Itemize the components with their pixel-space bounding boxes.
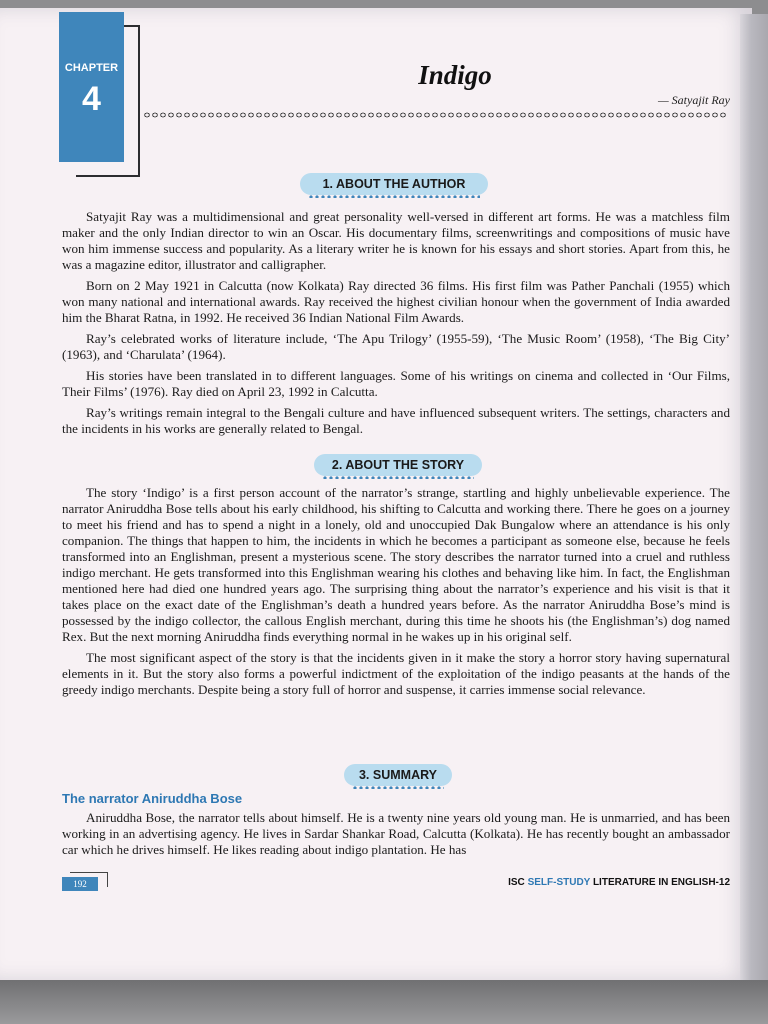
decorative-chain-divider <box>143 110 728 120</box>
story-author: — Satyajit Ray <box>658 93 730 107</box>
paragraph: The story ‘Indigo’ is a first person account of the narrator’s strange, startling and highly unbelievable experience. The narrator Aniruddha Bose tells about his early childhood, his shifting to Calcutta and working there. There he goes on a journey to meet his friend and has to spend a night in a lonely, old and unoccupied Dak Bungalow where an attendance is his only companion. The things that happen to him, the incidents in which he becomes a participant as someone else, because he feels transformed into an Englishman, present a mysterious scene. The story describes the narrator turned into a cruel and ruthless indigo merchant. He gets transformed into this Englishman wearing his clothes and behaving like him. In fact, the Englishman mentioned here had died one hundred years ago. The surprising thing about the narrator’s experience and his visit is that it takes place on the exact date of the Englishman’s death a hundred years before. As the narrator Aniruddha Bose’s mind is possessed by the indigo collector, the callous English merchant, during this time he shoots his (the Englishman’s) dog named Rex. But the next morning Aniruddha finds everything normal in he wakes up in his original self. <box>62 485 730 644</box>
story-title: Indigo <box>418 60 492 90</box>
page-edge <box>740 14 768 982</box>
paragraph: Ray’s writings remain integral to the Bengali culture and have influenced subsequent writers. The settings, characters and the incidents in his works are generally related to Bengal. <box>62 405 730 436</box>
paragraph: The most significant aspect of the story is that the incidents given in it make the story a horror story having supernatural elements in it. But the story also forms a powerful indictment of the exploitation of the indigo peasants at the hands of the greedy indigo merchants. Despite being a story full of horror and suspense, it carries immense social relevance. <box>62 650 730 697</box>
footer-series-title <box>460 877 730 888</box>
about-story-body <box>62 485 730 703</box>
chapter-label: CHAPTER <box>64 62 119 74</box>
paragraph: Satyajit Ray was a multidimensional and great personality well-versed in different art forms. He was a matchless film maker and the only Indian director to win an Oscar. His documentary films, screenwritings and compositions of music have won him immense success and popularity. As a literary writer he is known for his essays and short stories. Apart from this, he was a magazine editor, illustrator and calligrapher. <box>62 209 730 272</box>
footer-prefix: ISC <box>508 877 525 888</box>
section-heading-summary: 3. SUMMARY <box>344 764 452 786</box>
paragraph: His stories have been translated in to different languages. Some of his writings on cinema and collected in ‘Our Films, Their Films’ (1976). Ray died on April 23, 1992 in Calcutta. <box>62 368 730 399</box>
footer-suffix: LITERATURE IN ENGLISH-12 <box>592 877 730 888</box>
section-heading-about-story: 2. ABOUT THE STORY <box>314 454 482 476</box>
paragraph: Ray’s celebrated works of literature include, ‘The Apu Trilogy’ (1955-59), ‘The Music Room’ (1958), ‘The Big City’ (1963), and ‘Charulata’ (1964). <box>62 331 730 362</box>
paragraph: Born on 2 May 1921 in Calcutta (now Kolkata) Ray directed 36 films. His first film was Pather Panchali (1955) which won many national and international awards. Ray received the highest civilian honour when the government of India awarded him the Bharat Ratna, in 1992. He received 36 Indian National Film Awards. <box>62 278 730 325</box>
chapter-badge <box>59 12 124 162</box>
scan-shadow <box>0 980 768 1024</box>
paragraph: Aniruddha Bose, the narrator tells about himself. He is a twenty nine years old young man. He is unmarried, and has been working in an advertising agency. He lives in Sardar Shankar Road, Calcutta (Kolkata). He has recently bought an ambassador car which he drives himself. He likes reading about indigo plantation. He has <box>62 810 730 857</box>
page-number: 192 <box>62 877 98 891</box>
section-heading-about-author: 1. ABOUT THE AUTHOR <box>300 173 488 195</box>
footer-accent: SELF-STUDY <box>527 877 591 888</box>
about-author-body <box>62 209 730 442</box>
chapter-number: 4 <box>82 80 101 118</box>
summary-body <box>62 810 730 863</box>
summary-subheading: The narrator Aniruddha Bose <box>62 791 243 806</box>
